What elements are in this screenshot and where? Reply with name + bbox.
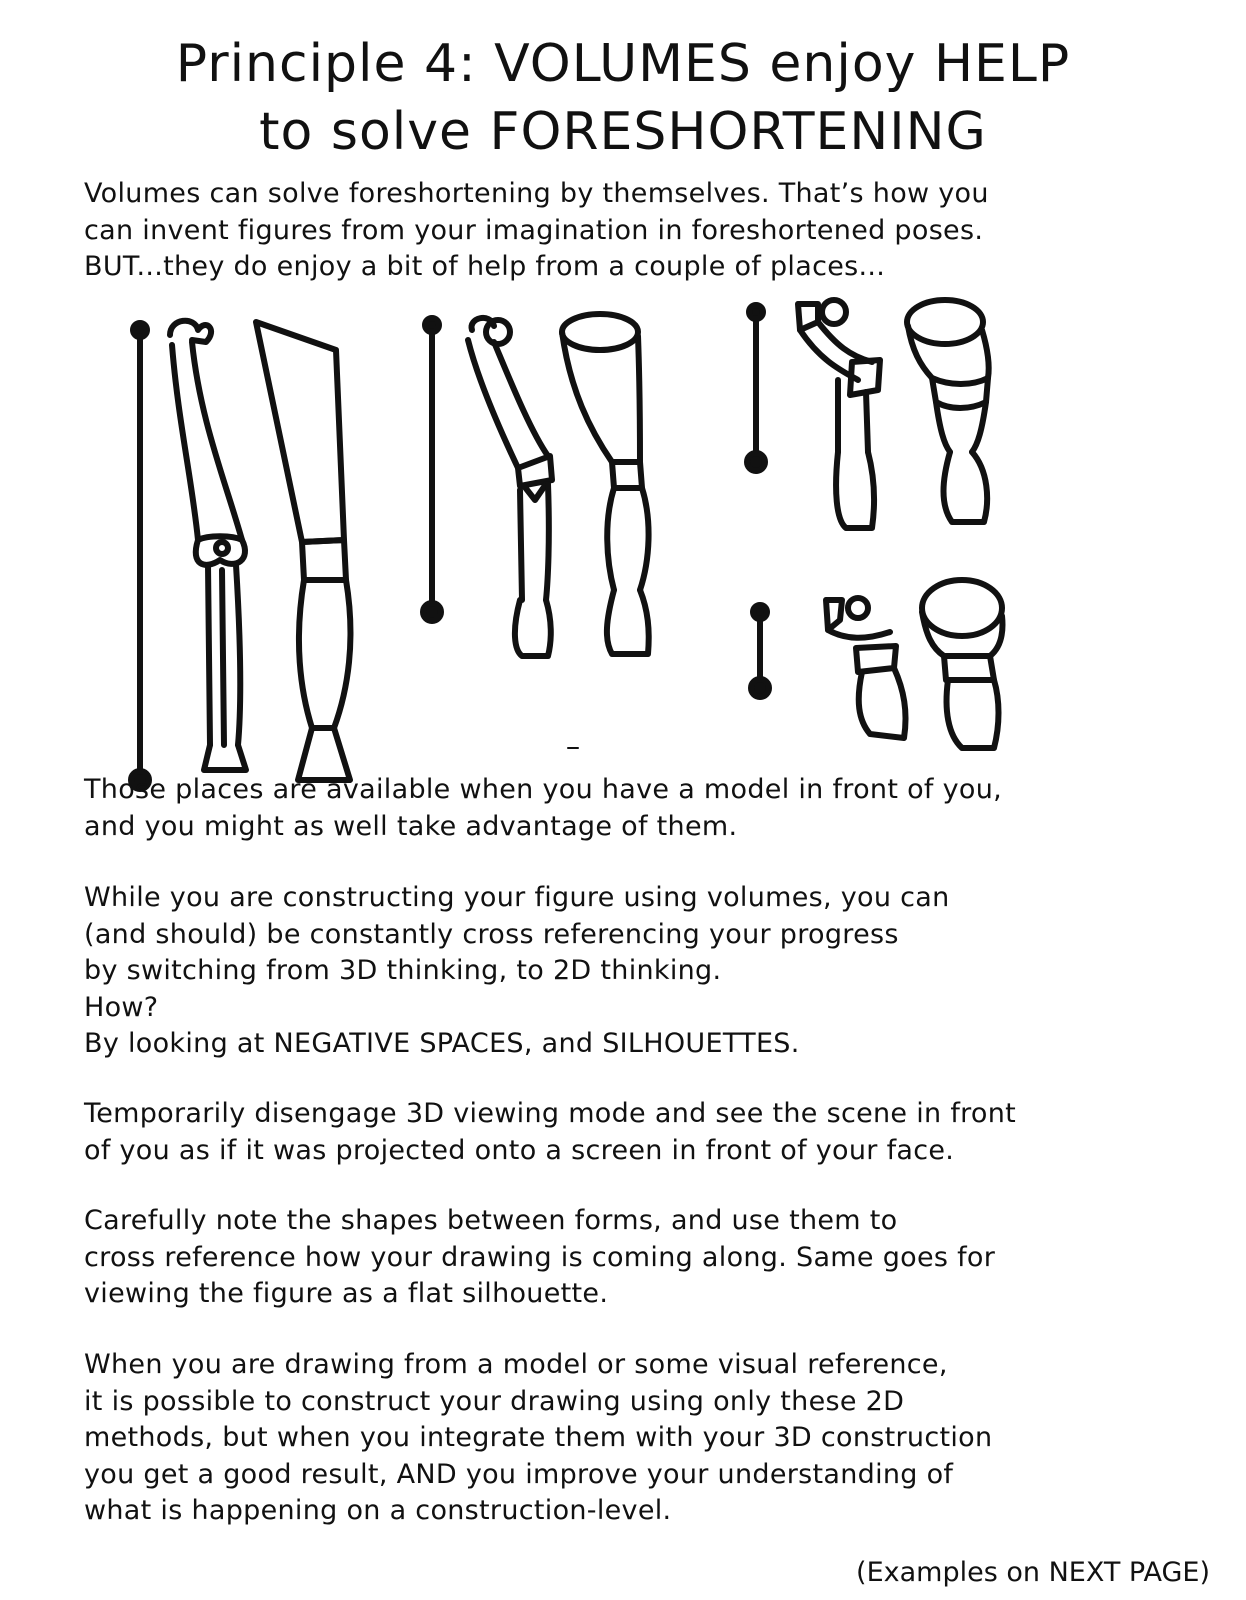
- leg-skeleton-partial: [468, 318, 552, 656]
- leg-skeleton-strong: [798, 300, 880, 528]
- leg-skeleton-full: [170, 321, 246, 770]
- text-line: by switching from 3D thinking, to 2D thinking.: [84, 955, 722, 986]
- length-line-partial: [423, 318, 441, 621]
- text-line: How?: [84, 991, 159, 1023]
- length-line-full: [131, 323, 149, 789]
- text-line: what is happening on a construction-level.: [84, 1495, 672, 1526]
- leg-group-full-length: [131, 321, 350, 789]
- text-line: BUT...they do enjoy a bit of help from a couple of places...: [84, 251, 886, 282]
- text-line: Volumes can solve foreshortening by themselves. That’s how you: [84, 178, 989, 209]
- title-line-1: Principle 4: VOLUMES enjoy HELP: [175, 34, 1071, 94]
- paragraph-cross-reference: [84, 880, 950, 1063]
- leg-skeleton-extreme: [826, 598, 906, 738]
- text-line: it is possible to construct your drawing using only these 2D: [84, 1385, 905, 1417]
- text-line: Temporarily disengage 3D viewing mode and see the scene in front: [84, 1098, 1017, 1129]
- leg-volume-full: [256, 322, 350, 780]
- text-line: methods, but when you integrate them with your 3D construction: [84, 1422, 993, 1453]
- text-line: of you as if it was projected onto a screen in front of your face.: [84, 1134, 955, 1166]
- text-line: Carefully note the shapes between forms, and use them to: [84, 1205, 898, 1236]
- text-line: and you might as well take advantage of them.: [84, 810, 738, 842]
- length-line-strong: [747, 305, 765, 471]
- paragraph-integration: [84, 1347, 992, 1530]
- paragraph-2d-viewing: [84, 1096, 1016, 1169]
- text-line: viewing the figure as a flat silhouette.: [84, 1278, 609, 1309]
- leg-volume-extreme: [922, 580, 1003, 748]
- text-line: While you are constructing your figure using volumes, you can: [84, 882, 950, 913]
- paragraph-models: [84, 772, 1002, 845]
- leg-volume-partial: [562, 314, 649, 654]
- text-line: can invent figures from your imagination in foreshortened poses.: [84, 214, 984, 246]
- next-page-note: (Examples on NEXT PAGE): [856, 1557, 1210, 1588]
- leg-group-extreme: [751, 580, 1003, 748]
- leg-group-strong: [747, 300, 989, 528]
- length-line-extreme: [751, 605, 769, 697]
- text-line: cross reference how your drawing is coming along. Same goes for: [84, 1241, 996, 1273]
- text-line: Those places are available when you have a model in front of you,: [84, 774, 1002, 805]
- text-line: By looking at NEGATIVE SPACES, and SILHOUETTES.: [84, 1028, 800, 1059]
- title-line-2: to solve FORESHORTENING: [259, 102, 987, 162]
- paragraph-negative-spaces: [84, 1203, 995, 1313]
- text-line: you get a good result, AND you improve your understanding of: [84, 1458, 954, 1490]
- text-line: (and should) be constantly cross referencing your progress: [84, 918, 899, 950]
- leg-volume-strong: [907, 300, 989, 522]
- text-line: When you are drawing from a model or some visual reference,: [84, 1349, 948, 1380]
- leg-group-partial: [423, 314, 649, 656]
